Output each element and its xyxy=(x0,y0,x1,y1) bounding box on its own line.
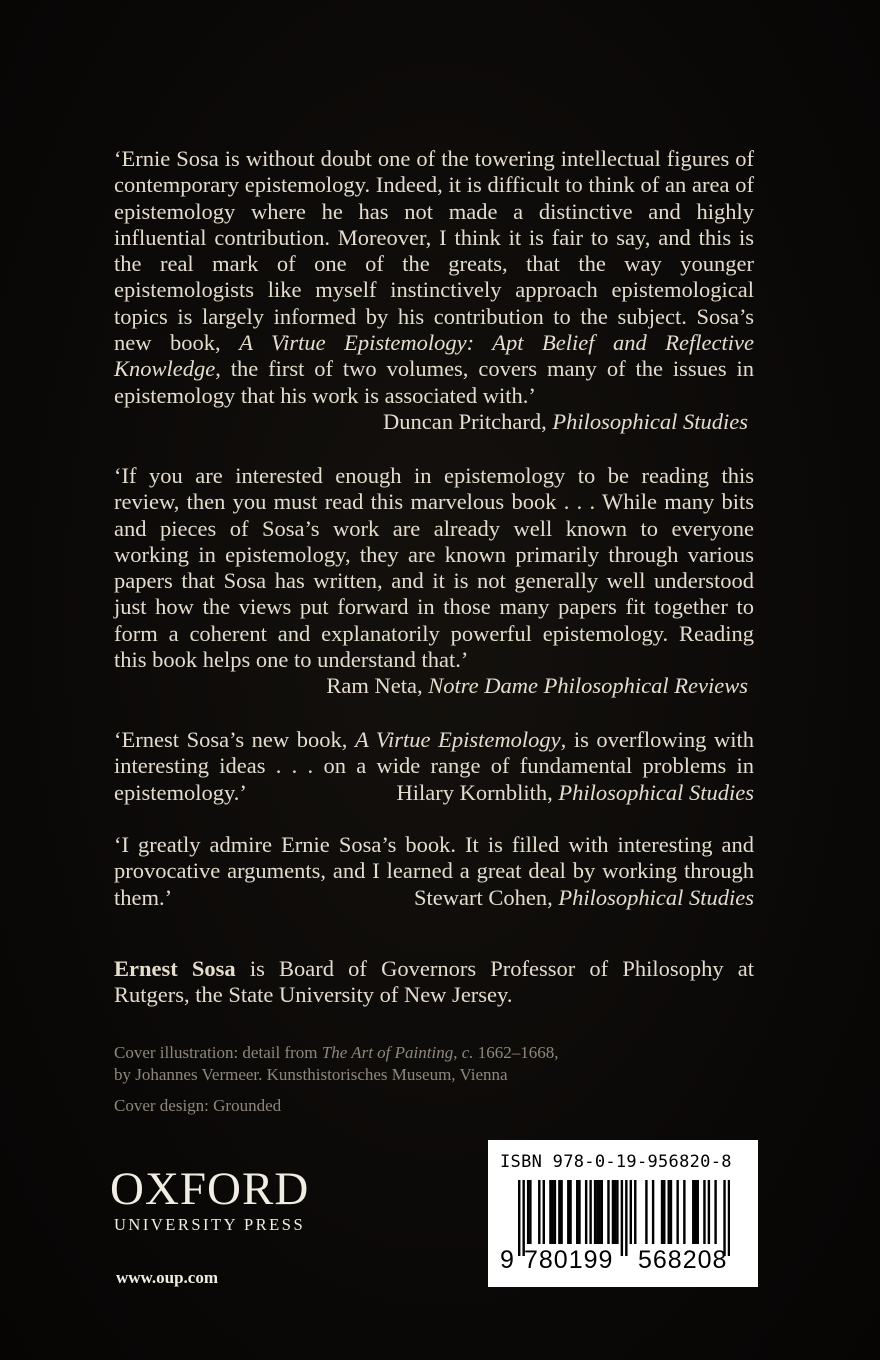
cover-design-credit: Cover design: Grounded xyxy=(114,1096,282,1115)
barcode-bar xyxy=(589,1180,591,1244)
barcode-bar xyxy=(625,1180,627,1256)
barcode-bar xyxy=(723,1180,725,1256)
review-source: Notre Dame Philosophical Reviews xyxy=(428,673,748,699)
barcode-bar xyxy=(558,1180,560,1244)
reviewer-name: Stewart Cohen, xyxy=(414,884,553,910)
review-source: Philosophical Studies xyxy=(558,884,754,910)
review-citation xyxy=(397,780,754,806)
barcode-bar xyxy=(708,1180,710,1244)
barcode-bar xyxy=(630,1180,632,1244)
barcode-bars xyxy=(518,1180,730,1256)
barcode-bar xyxy=(728,1180,730,1256)
barcode-bar xyxy=(676,1180,678,1244)
barcode-digits: 9 780199 568208 xyxy=(500,1246,728,1274)
barcode-bar xyxy=(567,1180,569,1244)
barcode-bar xyxy=(527,1180,529,1244)
barcode-bar xyxy=(551,1180,553,1244)
barcode-bar xyxy=(612,1180,614,1244)
barcode-bar xyxy=(578,1180,580,1244)
barcode-bar xyxy=(652,1180,654,1244)
review-citation xyxy=(114,673,754,699)
barcode-bar xyxy=(614,1180,616,1244)
barcode-bar xyxy=(645,1180,647,1244)
author-description: is Board of Governors Professor of Philosophy at Rutgers, the State University of New Jersey. xyxy=(114,956,754,1008)
author-bio xyxy=(114,956,754,1009)
review-quote xyxy=(114,727,754,806)
barcode-bar xyxy=(703,1180,705,1244)
barcode-bar xyxy=(538,1180,540,1244)
barcode-bar xyxy=(634,1180,636,1244)
barcode-bar xyxy=(663,1180,665,1244)
review-citation xyxy=(114,409,754,435)
isbn-label: ISBN 978-0-19-956820-8 xyxy=(500,1152,732,1172)
barcode-bar xyxy=(668,1180,670,1244)
barcode-bar xyxy=(549,1180,551,1244)
review-quote xyxy=(114,832,754,911)
reviewer-name: Hilary Kornblith, xyxy=(396,779,553,805)
barcode-bar xyxy=(543,1180,545,1244)
barcode-bar xyxy=(616,1180,618,1244)
barcode-bar xyxy=(596,1180,598,1244)
publisher-url: www.oup.com xyxy=(116,1268,219,1287)
review-text: ‘I greatly admire Ernie Sosa’s book. It is filled with interesting and provocative arguments, and I learned a great deal by working through them.’ xyxy=(114,832,754,910)
review-citation xyxy=(414,885,754,911)
barcode-bar xyxy=(621,1180,623,1256)
review-text: ‘Ernest Sosa’s new book, A Virtue Epistemology, is overflowing with interesting ideas . . . on a wide range of fundamental problems in epistemology.’ xyxy=(114,727,754,805)
barcode-bar xyxy=(529,1180,531,1244)
review-quote xyxy=(114,146,754,435)
barcode-bar xyxy=(576,1180,578,1244)
barcode-bar xyxy=(661,1180,663,1244)
barcode-bar xyxy=(554,1180,556,1244)
cover-illustration-credit: Cover illustration: detail from The Art of Painting, c. 1662–1668, by Johannes Vermeer. Kunsthistorisches Museum, Vienna xyxy=(114,1043,559,1084)
review-quote xyxy=(114,463,754,700)
barcode-bar xyxy=(694,1180,696,1244)
review-text: ‘Ernie Sosa is without doubt one of the towering intellectual figures of contemporary epistemology. Indeed, it is difficult to think of an area of epistemology where he has not made a distinctive and highly influential contribution. Moreover, I think it is fair to say, and this is the real mark of one of the greats, that the way younger epistemologists like myself instinctively approach epistemological topics is largely informed by his contribution to the subject. Sosa’s new book, A Virtue Epistemology: Apt Belief and Reflective Knowledge, the first of two volumes, covers many of the issues in epistemology that his work is associated with.’ xyxy=(114,146,754,408)
barcode-bar xyxy=(714,1180,716,1244)
isbn-barcode xyxy=(488,1140,758,1287)
barcode-bar xyxy=(601,1180,603,1244)
publisher-name: OXFORD xyxy=(110,1163,310,1215)
barcode-bar xyxy=(560,1180,562,1244)
publisher-logo xyxy=(110,1163,310,1235)
review-source: Philosophical Studies xyxy=(552,408,748,434)
barcode-bar xyxy=(598,1180,600,1244)
barcode-bar xyxy=(692,1180,694,1244)
review-text: ‘If you are interested enough in epistemology to be reading this review, then you must read this marvelous book . . . While many bits and pieces of Sosa’s work are already well known to everyone working in epistemology, they are known primarily through various papers that Sosa has written, and it is not generally well understood just how the views put forward in those many papers fit together to form a coherent and explanatorily powerful epistemology. Reading this book helps one to understand that.’ xyxy=(114,463,754,673)
reviewer-name: Duncan Pritchard, xyxy=(383,408,547,434)
barcode-bar xyxy=(585,1180,587,1244)
barcode-bar xyxy=(569,1180,571,1244)
barcode-bar xyxy=(697,1180,699,1244)
barcode-bar xyxy=(518,1180,520,1256)
barcode-bar xyxy=(594,1180,596,1244)
publisher-subname: UNIVERSITY PRESS xyxy=(114,1215,306,1234)
barcode-bar xyxy=(670,1180,672,1244)
barcode-bar xyxy=(607,1180,609,1244)
review-source: Philosophical Studies xyxy=(558,779,754,805)
barcode-bar xyxy=(522,1180,524,1256)
reviewer-name: Ram Neta, xyxy=(326,673,423,699)
author-name: Ernest Sosa xyxy=(114,956,236,981)
barcode-bar xyxy=(683,1180,685,1244)
